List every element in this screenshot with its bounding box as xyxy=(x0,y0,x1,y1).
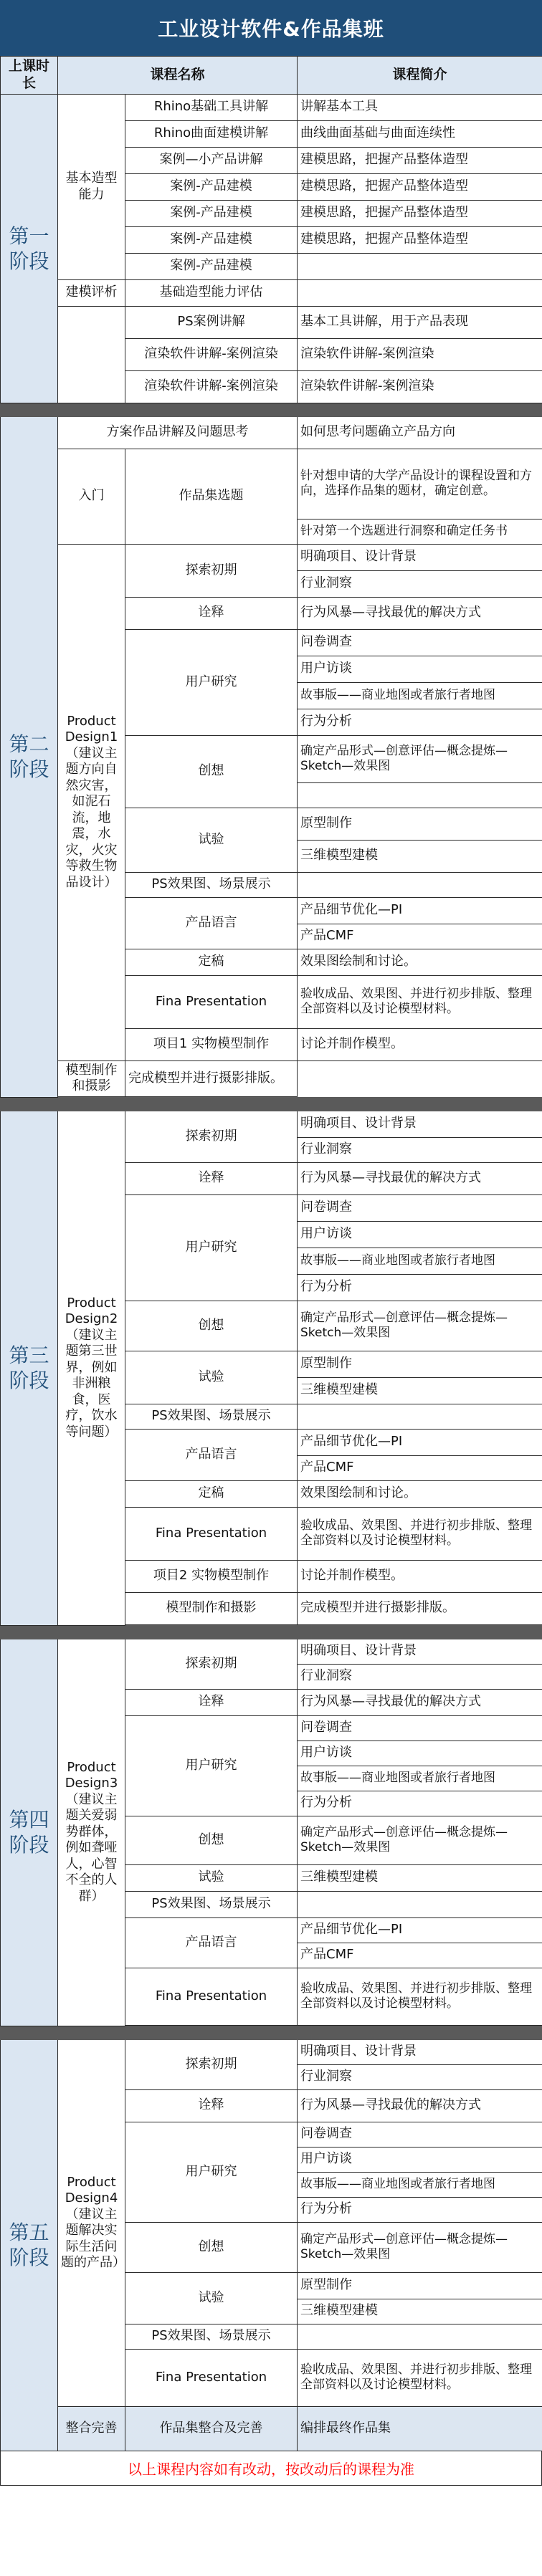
course-intro: 故事版——商业地图或者旅行者地图 xyxy=(298,682,542,709)
stage-label-4: 第四阶段 xyxy=(1,1639,58,2026)
course-intro: 问卷调查 xyxy=(298,1715,542,1741)
group-empty xyxy=(58,306,125,403)
course-intro: 完成模型并进行摄影排版。 xyxy=(125,1060,298,1096)
course-intro xyxy=(298,253,542,279)
course-name: 创想 xyxy=(125,735,298,808)
course-name: 渲染软件讲解-案例渲染 xyxy=(125,370,298,403)
course-name: PS效果图、场景展示 xyxy=(125,1891,298,1917)
course-name: Fina Presentation xyxy=(125,975,298,1028)
course-intro: 确定产品形式—创意评估—概念提炼—Sketch—效果图 xyxy=(298,2222,542,2272)
course-name: 定稿 xyxy=(125,1480,298,1507)
course-name: 作品集整合及完善 xyxy=(125,2406,298,2451)
course-name: 用户研究 xyxy=(125,1715,298,1816)
course-name: 渲染软件讲解-案例渲染 xyxy=(125,338,298,370)
table-row xyxy=(1,279,542,306)
group-entry: 入门 xyxy=(58,449,125,544)
course-intro xyxy=(298,1404,542,1429)
stage-separator xyxy=(1,2026,542,2039)
course-intro xyxy=(298,872,542,897)
course-intro: 行为风暴—寻找最优的解决方式 xyxy=(298,1162,542,1194)
course-name: 探索初期 xyxy=(125,544,298,597)
course-intro: 产品细节优化—PI xyxy=(298,1917,542,1943)
course-intro: 明确项目、设计背景 xyxy=(298,544,542,570)
header-course: 课程名称 xyxy=(58,57,298,95)
course-intro: 产品细节优化—PI xyxy=(298,1429,542,1455)
course-name: 探索初期 xyxy=(125,1111,298,1162)
course-name: 诠释 xyxy=(125,1162,298,1194)
table-row xyxy=(1,416,542,449)
course-name: 用户研究 xyxy=(125,2122,298,2222)
course-intro: 确定产品形式—创意评估—概念提炼—Sketch—效果图 xyxy=(298,735,542,782)
course-name: 项目1 实物模型制作 xyxy=(125,1028,298,1060)
course-name: 创想 xyxy=(125,1301,298,1351)
course-intro: 问卷调查 xyxy=(298,2122,542,2147)
course-intro: 验收成品、效果图、并进行初步排版、整理全部资料以及讨论模型材料。 xyxy=(298,2349,542,2406)
course-name: Rhino曲面建模讲解 xyxy=(125,120,298,147)
course-name: 模型制作和摄影 xyxy=(125,1592,298,1624)
course-intro: 明确项目、设计背景 xyxy=(298,2039,542,2064)
course-name: 模型制作和摄影 xyxy=(58,1060,125,1096)
table-row xyxy=(1,306,542,338)
course-name: 产品语言 xyxy=(125,897,298,949)
course-intro: 建模思路，把握产品整体造型 xyxy=(298,226,542,253)
course-intro: 行业洞察 xyxy=(298,1664,542,1689)
course-intro: 产品细节优化—PI xyxy=(298,897,542,924)
course-name: 用户研究 xyxy=(125,1194,298,1301)
course-name: 诠释 xyxy=(125,2089,298,2122)
course-intro: 三维模型建模 xyxy=(298,840,542,872)
course-name: 探索初期 xyxy=(125,2039,298,2089)
table-row xyxy=(1,1060,542,1096)
course-intro: 用户访谈 xyxy=(298,1221,542,1248)
course-intro: 产品CMF xyxy=(298,1455,542,1480)
header-intro: 课程简介 xyxy=(298,57,542,95)
course-intro: 故事版——商业地图或者旅行者地图 xyxy=(298,1248,542,1274)
course-intro: 验收成品、效果图、并进行初步排版、整理全部资料以及讨论模型材料。 xyxy=(298,1968,542,2025)
course-name: 案例-产品建模 xyxy=(125,253,298,279)
course-intro: 如何思考问题确立产品方向 xyxy=(298,416,542,449)
course-intro: 讨论并制作模型。 xyxy=(298,1028,542,1060)
course-intro: 验收成品、效果图、并进行初步排版、整理全部资料以及讨论模型材料。 xyxy=(298,975,542,1028)
course-name: 项目2 实物模型制作 xyxy=(125,1560,298,1592)
table-row xyxy=(1,94,542,120)
course-name: 产品语言 xyxy=(125,1429,298,1480)
course-intro: 产品CMF xyxy=(298,924,542,949)
course-intro: 问卷调查 xyxy=(298,629,542,656)
course-intro: 问卷调查 xyxy=(298,1194,542,1221)
table-header-row xyxy=(1,57,542,95)
course-name: Rhino基础工具讲解 xyxy=(125,94,298,120)
course-name: 作品集选题 xyxy=(125,449,298,544)
table-row xyxy=(1,2039,542,2064)
course-intro: 讨论并制作模型。 xyxy=(298,1560,542,1592)
course-name: Fina Presentation xyxy=(125,1507,298,1560)
stage-label-5: 第五阶段 xyxy=(1,2039,58,2451)
table-row xyxy=(1,2406,542,2451)
course-intro xyxy=(298,1891,542,1917)
course-intro: 行为分析 xyxy=(298,2197,542,2222)
group-product-design-1: Product Design1（建议主题方向自然灾害，如泥石流，地震，水灾，火灾等救生物品设计） xyxy=(58,544,125,1060)
group-basic: 基本造型能力 xyxy=(58,94,125,279)
course-name: PS效果图、场景展示 xyxy=(125,872,298,897)
course-intro xyxy=(298,2324,542,2349)
stage-label-2: 第二阶段 xyxy=(1,416,58,1097)
course-intro: 编排最终作品集 xyxy=(298,2406,542,2451)
course-intro: 建模思路，把握产品整体造型 xyxy=(298,147,542,173)
course-intro: 完成模型并进行摄影排版。 xyxy=(298,1592,542,1624)
course-intro: 明确项目、设计背景 xyxy=(298,1639,542,1664)
page-title: 工业设计软件&作品集班 xyxy=(0,0,542,56)
stage-separator xyxy=(1,1625,542,1639)
course-intro: 故事版——商业地图或者旅行者地图 xyxy=(298,2172,542,2197)
course-name: 产品语言 xyxy=(125,1917,298,1968)
course-intro: 用户访谈 xyxy=(298,656,542,682)
course-intro: 讲解基本工具 xyxy=(298,94,542,120)
course-intro xyxy=(298,279,542,306)
course-intro: 用户访谈 xyxy=(298,1741,542,1766)
course-intro: 行为分析 xyxy=(298,709,542,735)
course-intro: 行为风暴—寻找最优的解决方式 xyxy=(298,597,542,629)
course-intro: 验收成品、效果图、并进行初步排版、整理全部资料以及讨论模型材料。 xyxy=(298,1507,542,1560)
course-intro: 用户访谈 xyxy=(298,2147,542,2172)
course-intro: 确定产品形式—创意评估—概念提炼—Sketch—效果图 xyxy=(298,1301,542,1351)
course-name: 案例-产品建模 xyxy=(125,226,298,253)
course-name: 方案作品讲解及问题思考 xyxy=(58,416,298,449)
course-name: 定稿 xyxy=(125,949,298,975)
course-name: Fina Presentation xyxy=(125,2349,298,2406)
course-intro: 针对第一个选题进行洞察和确定任务书 xyxy=(298,519,542,544)
course-intro: 效果图绘制和讨论。 xyxy=(298,1480,542,1507)
course-intro: 行为分析 xyxy=(298,1791,542,1816)
course-name: PS案例讲解 xyxy=(125,306,298,338)
table-row xyxy=(1,544,542,570)
course-intro: 故事版——商业地图或者旅行者地图 xyxy=(298,1766,542,1791)
course-intro: 三维模型建模 xyxy=(298,2299,542,2324)
course-name: PS效果图、场景展示 xyxy=(125,1404,298,1429)
course-name: 试验 xyxy=(125,1351,298,1404)
course-name: 创想 xyxy=(125,2222,298,2272)
course-intro: 原型制作 xyxy=(298,2272,542,2299)
course-name: 创想 xyxy=(125,1816,298,1864)
stage-separator xyxy=(1,403,542,416)
course-name: 案例-产品建模 xyxy=(125,200,298,226)
course-intro: 行业洞察 xyxy=(298,2064,542,2089)
course-name: 用户研究 xyxy=(125,629,298,735)
course-intro: 行业洞察 xyxy=(298,1137,542,1162)
course-name: 基础造型能力评估 xyxy=(125,279,298,306)
course-intro: 确定产品形式—创意评估—概念提炼—Sketch—效果图 xyxy=(298,1816,542,1864)
table-row xyxy=(1,449,542,519)
course-intro: 产品CMF xyxy=(298,1943,542,1968)
stage-separator xyxy=(1,1097,542,1111)
course-name: 探索初期 xyxy=(125,1639,298,1689)
course-intro: 行为风暴—寻找最优的解决方式 xyxy=(298,1689,542,1715)
course-intro: 行为风暴—寻找最优的解决方式 xyxy=(298,2089,542,2122)
table-row xyxy=(1,1639,542,1664)
table-row xyxy=(1,1111,542,1137)
course-name: 试验 xyxy=(125,808,298,872)
course-intro: 行为分析 xyxy=(298,1274,542,1301)
group-product-design-2: Product Design2（建议主题第三世界，例如非洲粮食，医疗，饮水等问题） xyxy=(58,1111,125,1625)
course-intro: 效果图绘制和讨论。 xyxy=(298,949,542,975)
course-intro: 行业洞察 xyxy=(298,570,542,597)
course-name: 试验 xyxy=(125,1864,298,1891)
course-name: 试验 xyxy=(125,2272,298,2324)
course-intro: 三维模型建模 xyxy=(298,1864,542,1891)
course-name: 诠释 xyxy=(125,597,298,629)
header-duration: 上课时长 xyxy=(1,57,58,95)
course-intro: 三维模型建模 xyxy=(298,1377,542,1404)
course-intro xyxy=(298,782,542,808)
course-name: 案例-产品建模 xyxy=(125,173,298,200)
course-intro: 渲染软件讲解-案例渲染 xyxy=(298,370,542,403)
course-intro: 基本工具讲解，用于产品表现 xyxy=(298,306,542,338)
footer-notice: 以上课程内容如有改动，按改动后的课程为准 xyxy=(0,2451,542,2486)
course-name: 诠释 xyxy=(125,1689,298,1715)
course-name: PS效果图、场景展示 xyxy=(125,2324,298,2349)
course-intro: 针对想申请的大学产品设计的课程设置和方向，选择作品集的题材，确定创意。 xyxy=(298,449,542,519)
course-intro: 曲线曲面基础与曲面连续性 xyxy=(298,120,542,147)
course-intro: 明确项目、设计背景 xyxy=(298,1111,542,1137)
group-product-design-3: Product Design3（建议主题关爱弱势群体，例如聋哑人，心智不全的人群） xyxy=(58,1639,125,2026)
stage-label-3: 第三阶段 xyxy=(1,1111,58,1625)
course-intro: 原型制作 xyxy=(298,1351,542,1377)
stage-label-1: 第一阶段 xyxy=(1,94,58,403)
course-intro: 渲染软件讲解-案例渲染 xyxy=(298,338,542,370)
course-name: Fina Presentation xyxy=(125,1968,298,2025)
course-intro: 建模思路，把握产品整体造型 xyxy=(298,173,542,200)
course-intro: 原型制作 xyxy=(298,808,542,840)
course-name: 案例—小产品讲解 xyxy=(125,147,298,173)
group-eval: 建模评析 xyxy=(58,279,125,306)
group-finish: 整合完善 xyxy=(58,2406,125,2451)
course-table xyxy=(0,56,542,2451)
group-product-design-4: Product Design4（建议主题解决实际生活问题的产品） xyxy=(58,2039,125,2406)
course-intro: 建模思路，把握产品整体造型 xyxy=(298,200,542,226)
